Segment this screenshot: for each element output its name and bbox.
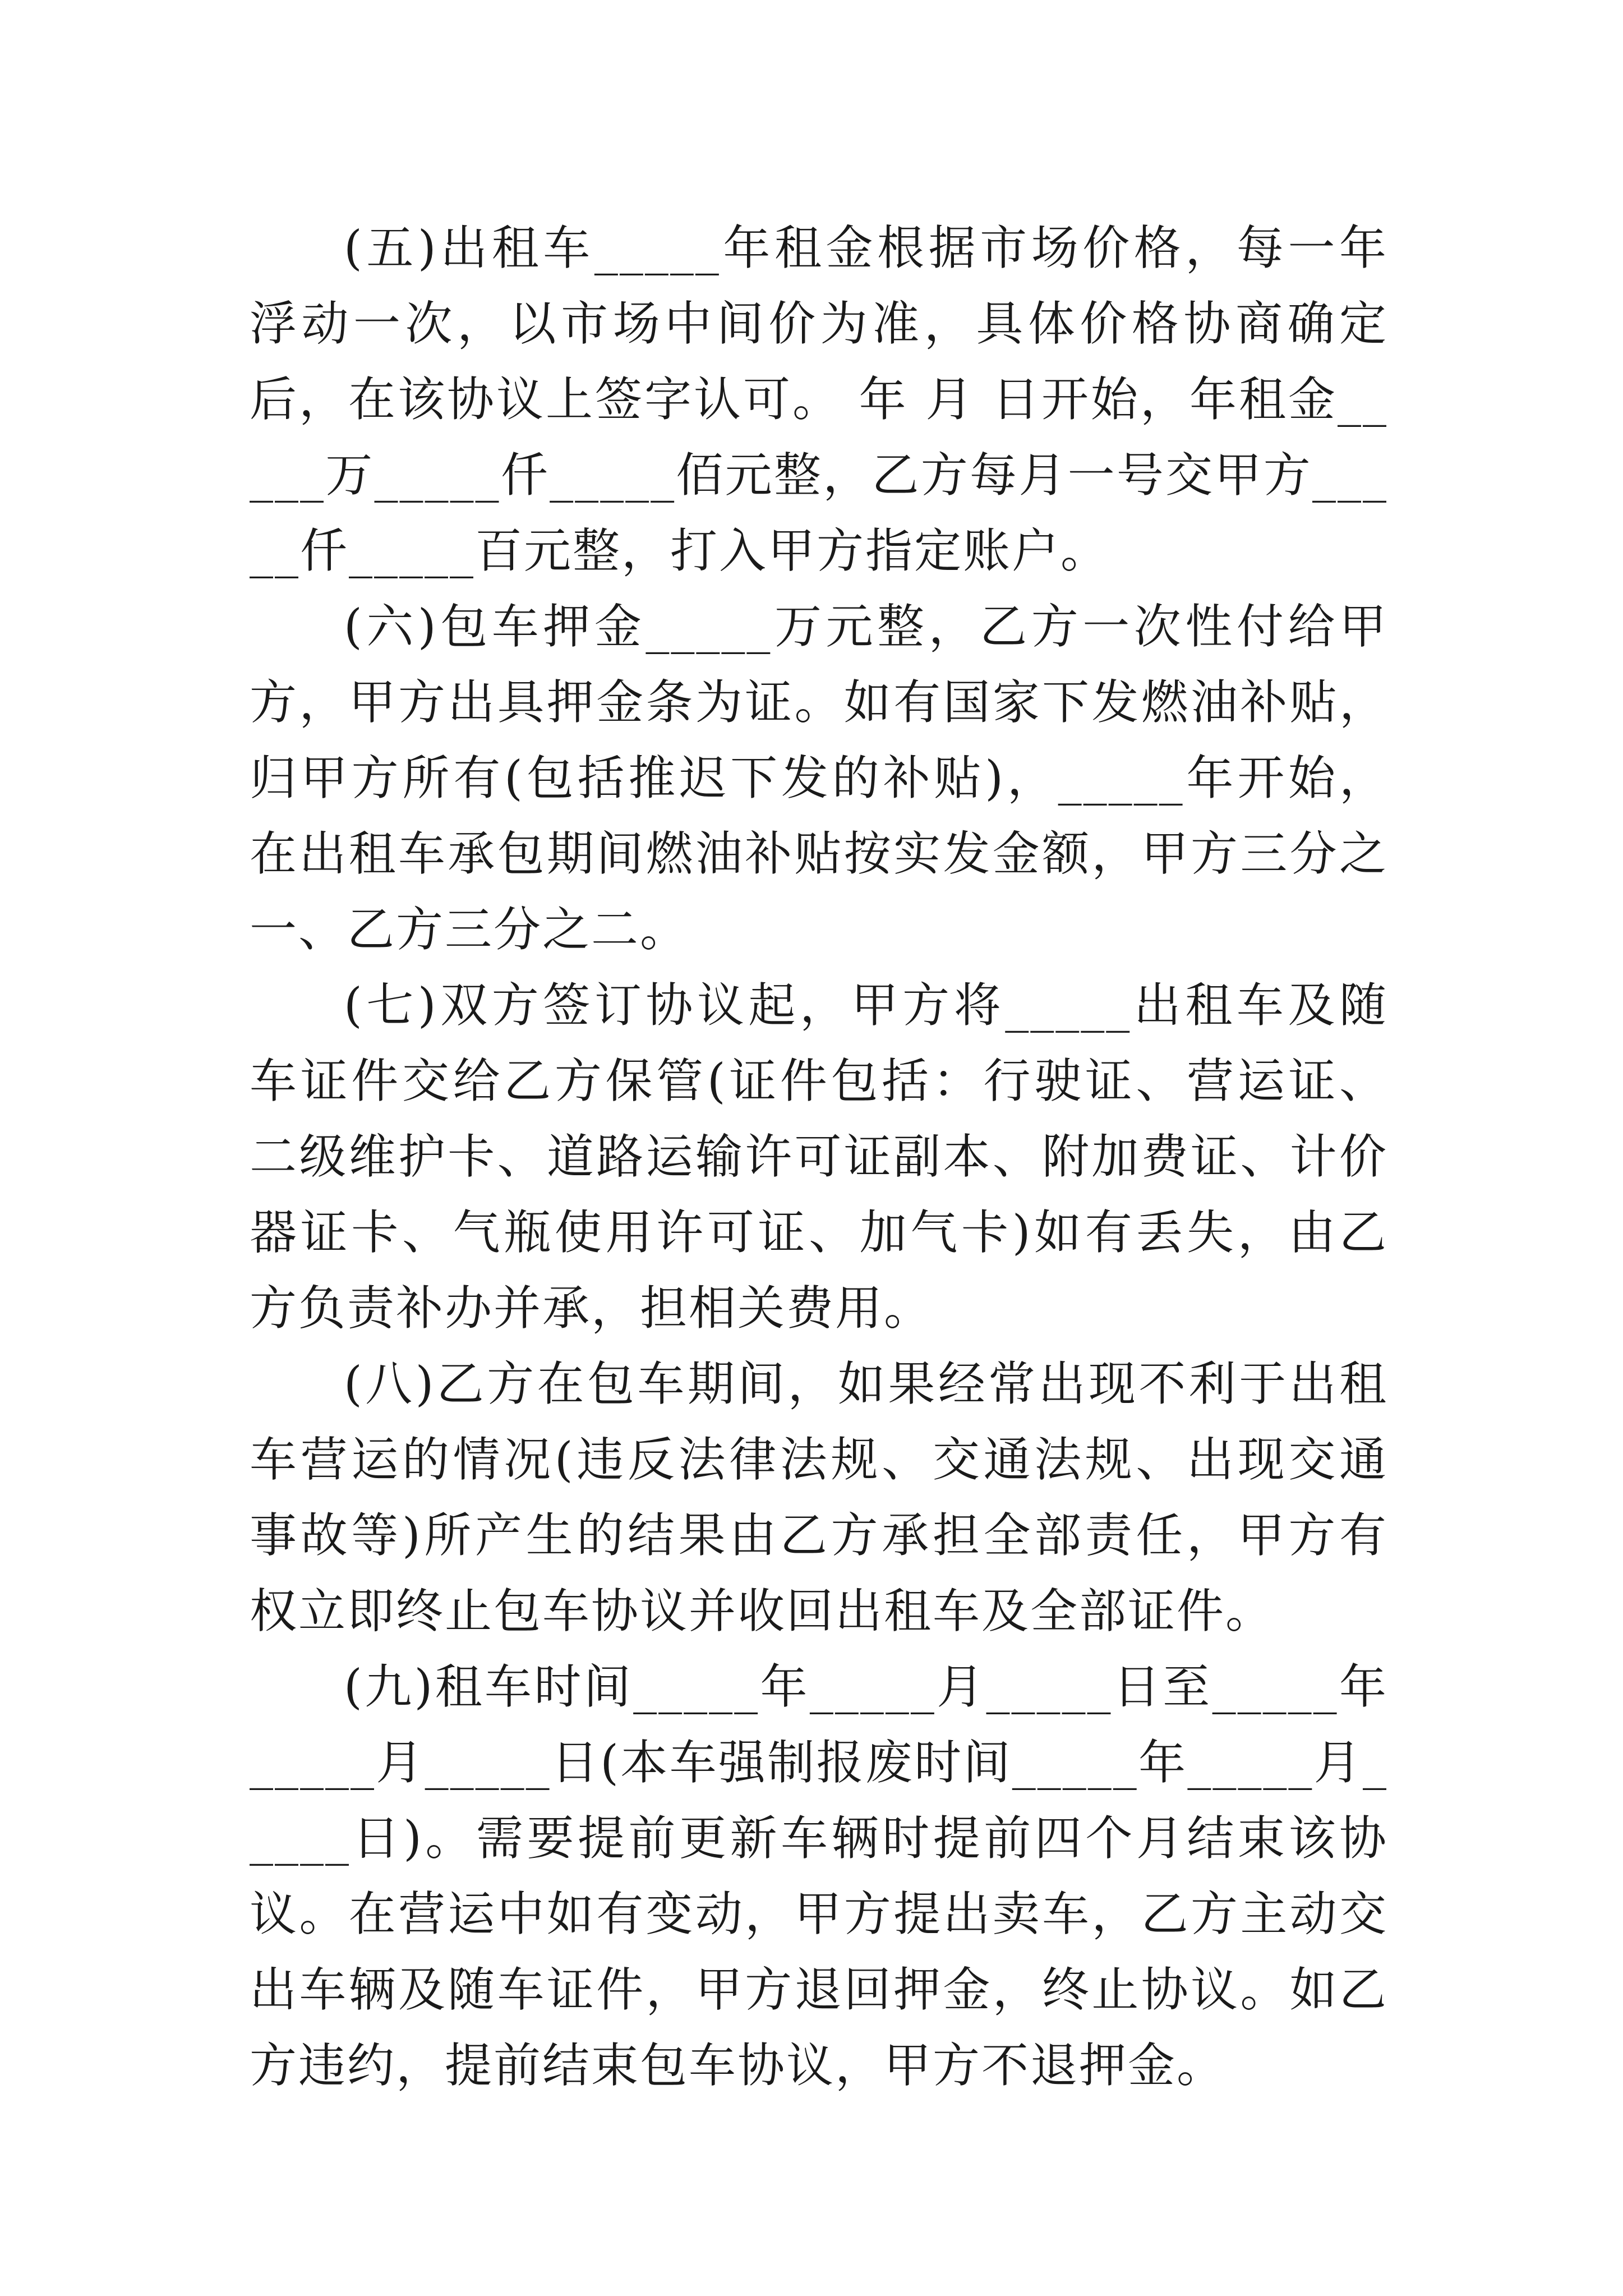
clause-9-paragraph: (九)租车时间_____年_____月_____日至_____年_____月_____日(本车强制报废时间_____年_____月_____日)。需要提前更新车辆时提前四个月结束该协议。在营运中如有变动，甲方提出卖车，乙方主动交出车辆及随车证件，甲方退回押金，终止协议。如乙方违约，提前结束包车协议，甲方不退押金。 [250,1659,1388,2093]
document-body [250,210,1388,2104]
clause-6-paragraph: (六)包车押金_____万元整，乙方一次性付给甲方，甲方出具押金条为证。如有国家下发燃油补贴，归甲方所有(包括推迟下发的补贴)，_____年开始，在出租车承包期间燃油补贴按实发金额，甲方三分之一、乙方三分之二。 [250,599,1388,957]
clause-7-paragraph: (七)双方签订协议起，甲方将_____出租车及随车证件交给乙方保管(证件包括：行驶证、营运证、二级维护卡、道路运输许可证副本、附加费证、计价器证卡、气瓶使用许可证、加气卡)如有丢失，由乙方负责补办并承，担相关费用。 [250,978,1388,1336]
clause-5-paragraph: (五)出租车_____年租金根据市场价格，每一年浮动一次，以市场中间价为准，具体价格协商确定后，在该协议上签字认可。 年 月 日开始，年租金_____万_____仟_____佰元整，乙方每月一号交甲方_____仟_____百元整，打入甲方指定账户。 [250,220,1388,578]
clause-8-paragraph: (八)乙方在包车期间，如果经常出现不利于出租车营运的情况(违反法律法规、交通法规、出现交通事故等)所产生的结果由乙方承担全部责任，甲方有权立即终止包车协议并收回出租车及全部证件。 [250,1356,1388,1639]
